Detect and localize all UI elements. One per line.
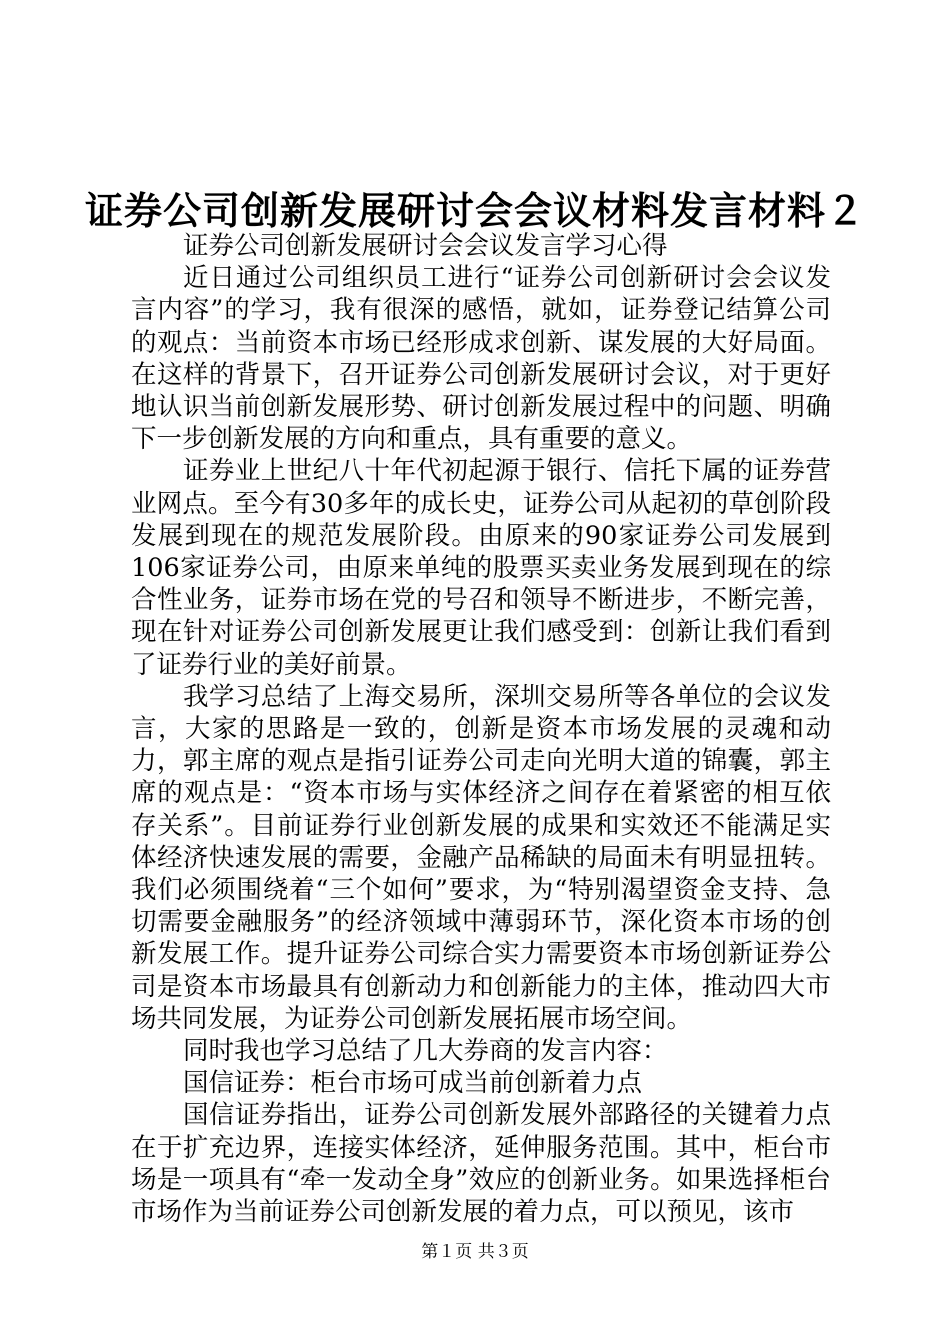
document-body: [131, 230, 831, 1228]
paragraph-heading: 国信证券：柜台市场可成当前创新着力点: [183, 1068, 643, 1099]
paragraph-subtitle: 证券公司创新发展研讨会会议发言学习心得: [183, 231, 668, 261]
document-title: 证券公司创新发展研讨会会议材料发言材料２: [84, 188, 865, 233]
paragraph: 近日通过公司组织员工进行“证券公司创新研讨会会议发言内容”的学习，我有很深的感悟，就如，证券登记结算公司的观点：当前资本市场已经形成求创新、谋发展的大好局面。在这样的背景下，召开证券公司创新发展研讨会议，对于更好地认识当前创新发展形势、研讨创新发展过程中的问题、明确下一步创新发展的方向和重点，具有重要的意义。: [131, 263, 831, 455]
paragraph: 国信证券指出，证券公司创新发展外部路径的关键着力点在于扩充边界，连接实体经济，延伸服务范围。其中，柜台市场是一项具有“牵一发动全身”效应的创新业务。如果选择柜台市场作为当前证券公司创新发展的着力点，可以预见，该市: [131, 1100, 831, 1228]
page-number-footer: 第１页 共３页: [421, 1242, 529, 1262]
paragraph: 同时我也学习总结了几大券商的发言内容：: [183, 1036, 668, 1067]
paragraph: 证券业上世纪八十年代初起源于银行、信托下属的证券营业网点。至今有30多年的成长史，证券公司从起初的草创阶段发展到现在的规范发展阶段。由原来的90家证券公司发展到106家证券公司，由原来单纯的股票买卖业务发展到现在的综合性业务，证券市场在党的号召和领导不断进步，不断完善，现在针对证券公司创新发展更让我们感受到：创新让我们看到了证券行业的美好前景。: [131, 456, 831, 680]
paragraph: 我学习总结了上海交易所，深圳交易所等各单位的会议发言，大家的思路是一致的，创新是资本市场发展的灵魂和动力，郭主席的观点是指引证券公司走向光明大道的锦囊，郭主席的观点是：“资本市场与实体经济之间存在着紧密的相互依存关系”。目前证券行业创新发展的成果和实效还不能满足实体经济快速发展的需要，金融产品稀缺的局面未有明显扭转。我们必须围绕着“三个如何”要求，为“特别渴望资金支持、急切需要金融服务”的经济领域中薄弱环节，深化资本市场的创新发展工作。提升证券公司综合实力需要资本市场创新证券公司是资本市场最具有创新动力和创新能力的主体，推动四大市场共同发展，为证券公司创新发展拓展市场空间。: [131, 681, 831, 1034]
